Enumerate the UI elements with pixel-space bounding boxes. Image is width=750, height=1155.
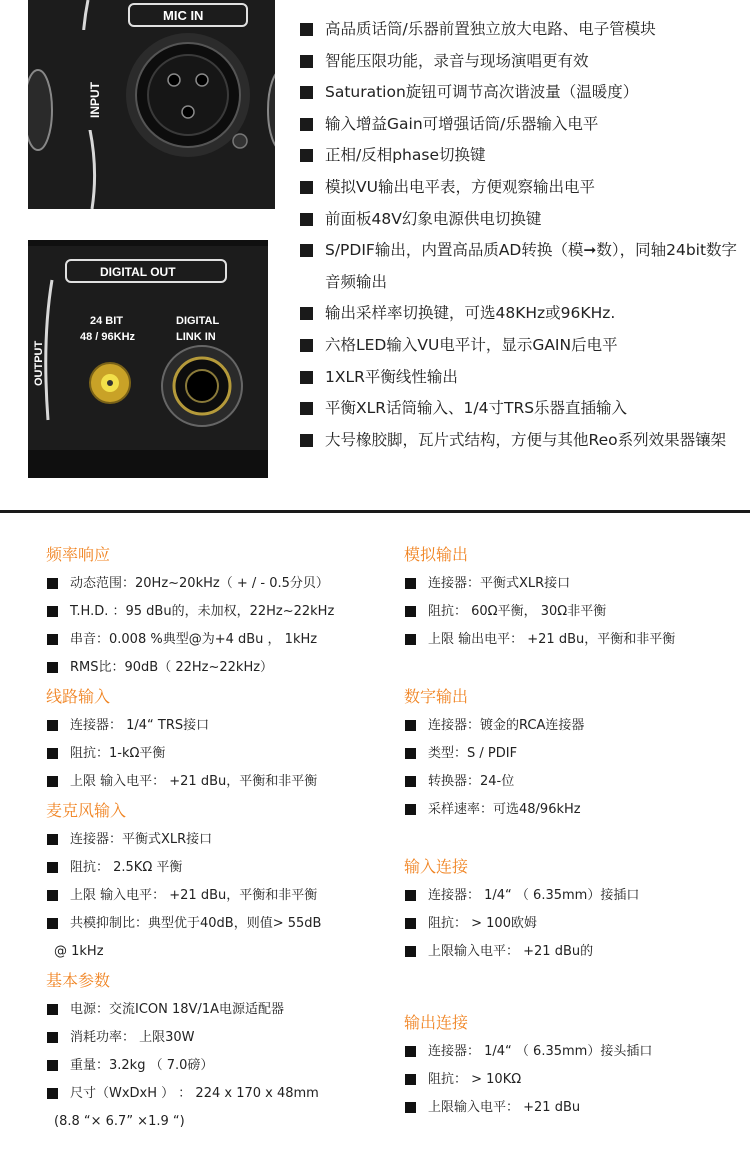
mic-input-title: 麦克风输入 [46, 801, 127, 820]
bullet-square-icon [405, 890, 416, 901]
digital-out-panel-photo [28, 240, 268, 478]
section-divider [0, 510, 750, 513]
bullet-square-icon [405, 1046, 416, 1057]
spec-row: 电源：交流ICON 18V/1A电源适配器 [46, 996, 391, 1024]
bullet-square-icon [405, 918, 416, 929]
list-item: 模拟VU输出电平表，方便观察输出电平 [298, 172, 738, 204]
bullet-square-icon [47, 1032, 58, 1043]
list-item: 输入增益Gain可增强话筒/乐器输入电平 [298, 109, 738, 141]
list-item: 大号橡胶脚，瓦片式结构，方便与其他Reo系列效果器镶架 [298, 425, 738, 457]
bullet-square-icon [47, 1004, 58, 1015]
specs-left-column [46, 540, 391, 1136]
digital-label: DIGITAL [176, 315, 220, 327]
spec-row: 阻抗： > 100欧姆 [404, 910, 744, 938]
bullet-square-icon [47, 748, 58, 759]
list-item: 高品质话筒/乐器前置独立放大电路、电子管模块 [298, 14, 738, 46]
list-item: 六格LED输入VU电平计，显示GAIN后电平 [298, 330, 738, 362]
bullet-square-icon [47, 606, 58, 617]
bullet-square-icon [47, 1088, 58, 1099]
bullet-square-icon [300, 402, 313, 415]
list-item: 正相/反相phase切换键 [298, 140, 738, 172]
spec-row: 上限 输入电平： +21 dBu，平衡和非平衡 [46, 768, 391, 796]
bullet-square-icon [405, 578, 416, 589]
bullet-square-icon [47, 862, 58, 873]
bullet-square-icon [300, 55, 313, 68]
bullet-square-icon [405, 804, 416, 815]
spec-row: 连接器：平衡式XLR接口 [46, 826, 391, 854]
bullet-square-icon [300, 339, 313, 352]
spec-row: 采样速率：可选48/96kHz [404, 796, 744, 824]
mic-in-panel-photo [28, 0, 275, 209]
spec-row: 尺寸（WxDxH ） ： 224 x 170 x 48mm [46, 1080, 391, 1108]
feature-list [298, 14, 738, 456]
bullet-square-icon [47, 662, 58, 673]
spec-row: 上限 输出电平： +21 dBu，平衡和非平衡 [404, 626, 744, 654]
spec-row: 重量：3.2kg （ 7.0磅） [46, 1052, 391, 1080]
analog-output-title: 模拟输出 [404, 545, 469, 564]
basic-params-title: 基本参数 [46, 971, 111, 990]
spec-row: 连接器： 1/4“ （ 6.35mm）接头插口 [404, 1038, 744, 1066]
bullet-square-icon [47, 578, 58, 589]
list-item: 1XLR平衡线性输出 [298, 362, 738, 394]
bullet-square-icon [405, 776, 416, 787]
list-item: 智能压限功能，录音与现场演唱更有效 [298, 46, 738, 78]
bullet-square-icon [47, 720, 58, 731]
spec-row: 阻抗：1-kΩ平衡 [46, 740, 391, 768]
bullet-square-icon [300, 181, 313, 194]
spec-row: 连接器：平衡式XLR接口 [404, 570, 744, 598]
bullet-square-icon [405, 1074, 416, 1085]
bullet-square-icon [47, 1060, 58, 1071]
spec-row: 连接器： 1/4“ TRS接口 [46, 712, 391, 740]
list-item: S/PDIF输出，内置高品质AD转换（模➞数），同轴24bit数字音频输出 [298, 235, 738, 298]
spec-row: 上限 输入电平： +21 dBu，平衡和非平衡 [46, 882, 391, 910]
bullet-square-icon [47, 634, 58, 645]
spec-row: RMS比：90dB（ 22Hz~22kHz） [46, 654, 391, 682]
spec-row: T.H.D. ：95 dBu的，未加权，22Hz~22kHz [46, 598, 391, 626]
list-item: 输出采样率切换键，可选48KHz或96KHz. [298, 298, 738, 330]
bullet-square-icon [405, 720, 416, 731]
bullet-square-icon [300, 23, 313, 36]
digital-output-title: 数字输出 [404, 687, 469, 706]
digital-out-label: DIGITAL OUT [100, 265, 176, 279]
bullet-square-icon [300, 213, 313, 226]
specs-right-column [404, 540, 744, 1122]
list-item: 前面板48V幻象电源供电切换键 [298, 204, 738, 236]
spec-row: 连接器：镀金的RCA连接器 [404, 712, 744, 740]
input-label: INPUT [88, 82, 102, 118]
bullet-square-icon [47, 776, 58, 787]
bullet-square-icon [300, 118, 313, 131]
bullet-square-icon [300, 244, 313, 257]
bullet-square-icon [47, 834, 58, 845]
bullet-square-icon [405, 634, 416, 645]
spec-row: 共模抑制比：典型优于40dB，则值> 55dB [46, 910, 391, 938]
rate-label: 48 / 96KHz [80, 331, 136, 343]
24bit-label: 24 BIT [90, 315, 124, 327]
spec-row: 阻抗： 60Ω平衡， 30Ω非平衡 [404, 598, 744, 626]
freq-response-title: 频率响应 [46, 545, 111, 564]
spec-row: 连接器： 1/4“ （ 6.35mm）接插口 [404, 882, 744, 910]
bullet-square-icon [405, 1102, 416, 1113]
spec-row-continuation: (8.8 “× 6.7” ×1.9 “) [54, 1114, 185, 1129]
bullet-square-icon [300, 307, 313, 320]
bullet-square-icon [300, 434, 313, 447]
spec-row: 消耗功率： 上限30W [46, 1024, 391, 1052]
output-label: OUTPUT [33, 340, 45, 386]
bullet-square-icon [300, 86, 313, 99]
list-item: 平衡XLR话筒输入、1/4寸TRS乐器直插输入 [298, 393, 738, 425]
spec-row: 串音：0.008 %典型@为+4 dBu ， 1kHz [46, 626, 391, 654]
bullet-square-icon [300, 371, 313, 384]
bullet-square-icon [405, 606, 416, 617]
line-input-title: 线路输入 [46, 687, 111, 706]
spec-row-continuation: @ 1kHz [54, 944, 104, 959]
link-in-label: LINK IN [176, 331, 216, 343]
output-connection-title: 输出连接 [404, 1013, 469, 1032]
bullet-square-icon [47, 890, 58, 901]
spec-row: 类型：S / PDIF [404, 740, 744, 768]
list-item: Saturation旋钮可调节高次谐波量（温暖度） [298, 77, 738, 109]
mic-in-label: MIC IN [163, 8, 204, 23]
spec-row: 动态范围：20Hz~20kHz（ + / - 0.5分贝） [46, 570, 391, 598]
bullet-square-icon [300, 149, 313, 162]
spec-row: 转换器：24-位 [404, 768, 744, 796]
input-connection-title: 输入连接 [404, 857, 469, 876]
spec-row: 阻抗： > 10KΩ [404, 1066, 744, 1094]
bullet-square-icon [405, 748, 416, 759]
spec-row: 上限输入电平： +21 dBu的 [404, 938, 744, 966]
bullet-square-icon [47, 918, 58, 929]
bullet-square-icon [405, 946, 416, 957]
spec-row: 上限输入电平： +21 dBu [404, 1094, 744, 1122]
spec-row: 阻抗： 2.5KΩ 平衡 [46, 854, 391, 882]
